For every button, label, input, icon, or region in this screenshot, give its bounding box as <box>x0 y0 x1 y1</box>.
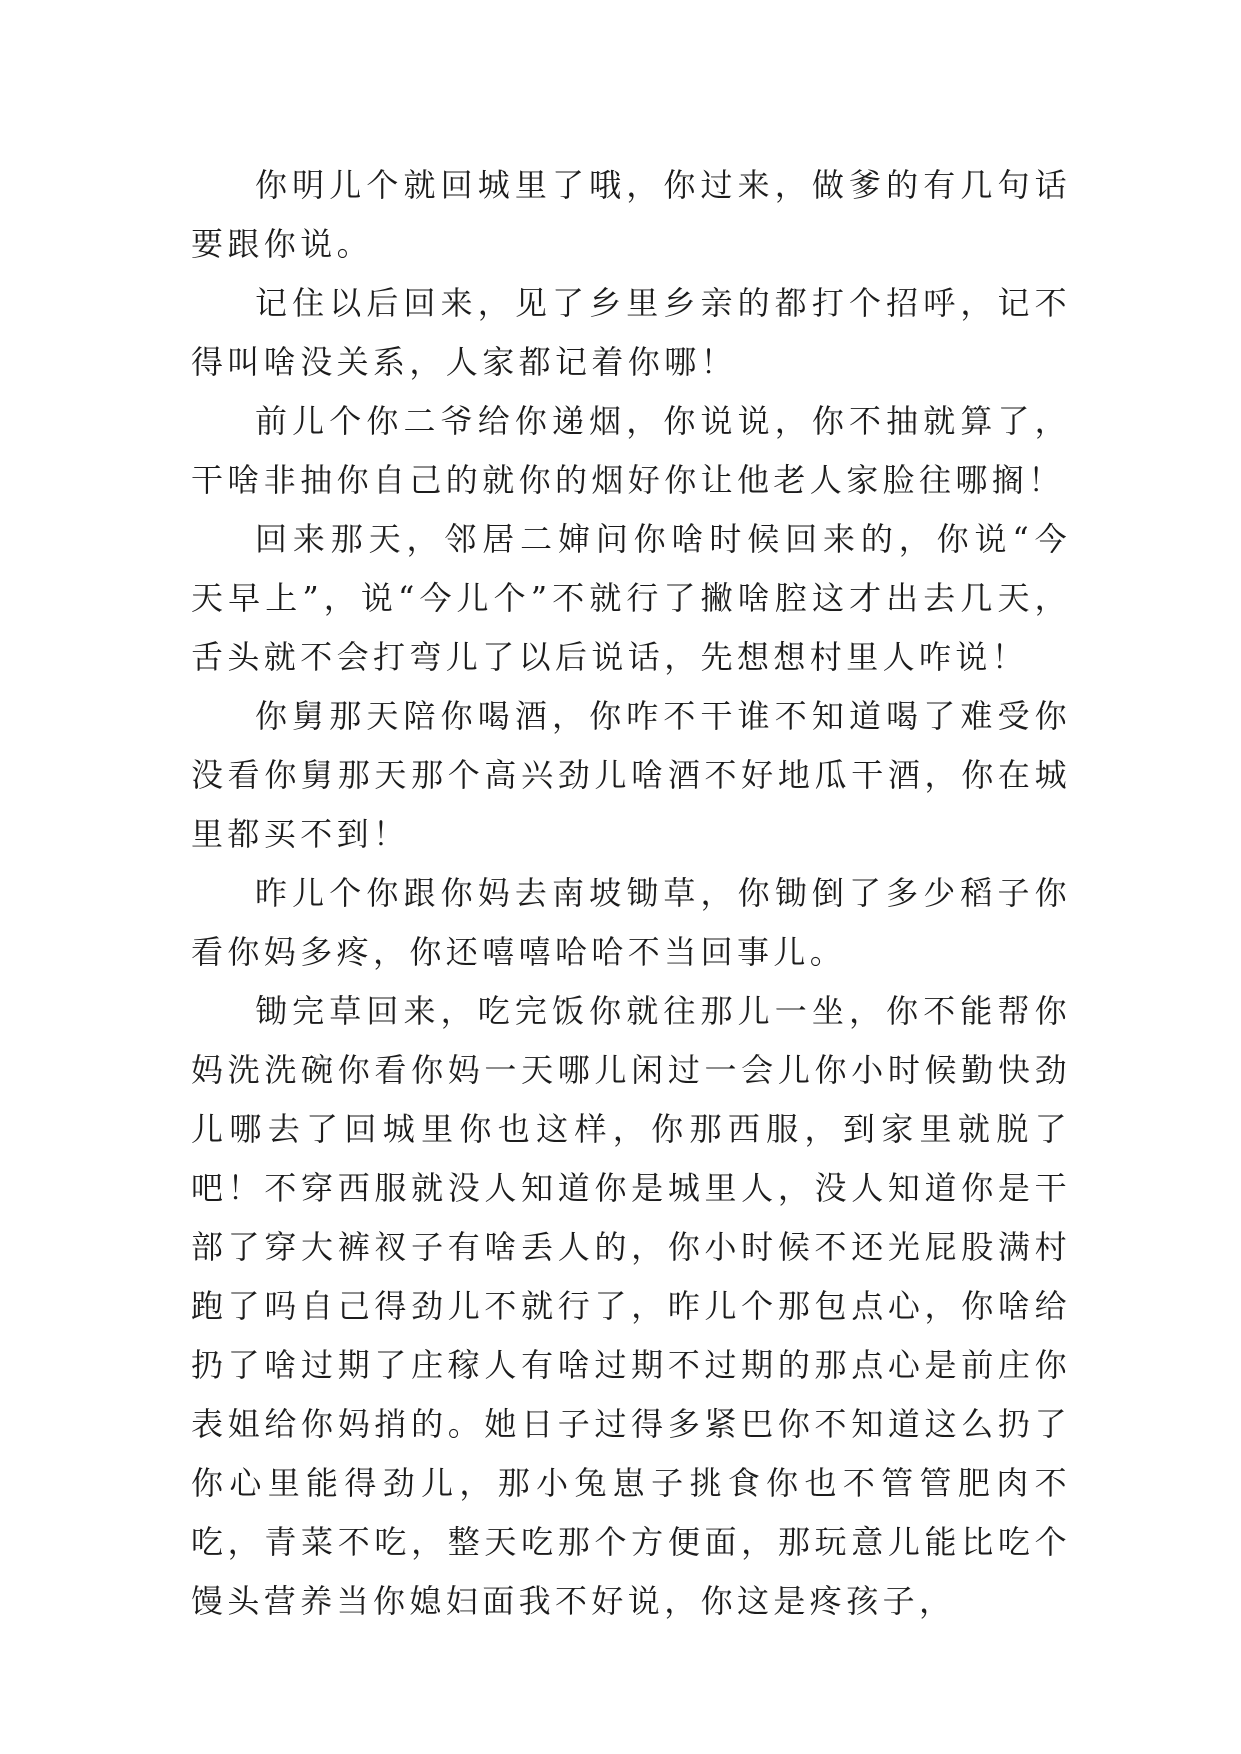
paragraph-1: 你明儿个就回城里了哦，你过来，做爹的有几句话要跟你说。 <box>191 166 1071 263</box>
paragraph-3: 前儿个你二爷给你递烟，你说说，你不抽就算了，干啥非抽你自己的就你的烟好你让他老人家脸往哪搁！ <box>191 402 1071 499</box>
paragraph-6: 昨儿个你跟你妈去南坡锄草，你锄倒了多少稻子你看你妈多疼，你还嘻嘻哈哈不当回事儿。 <box>191 874 1071 971</box>
paragraph-4: 回来那天，邻居二婶问你啥时候回来的，你说“今天早上”，说“今儿个”不就行了撇啥腔这才出去几天，舌头就不会打弯儿了以后说话，先想想村里人咋说！ <box>191 520 1071 676</box>
paragraph-7: 锄完草回来，吃完饭你就往那儿一坐，你不能帮你妈洗洗碗你看你妈一天哪儿闲过一会儿你小时候勤快劲儿哪去了回城里你也这样，你那西服，到家里就脱了吧！不穿西服就没人知道你是城里人，没人知道你是干部了穿大裤衩子有啥丢人的，你小时候不还光屁股满村跑了吗自己得劲儿不就行了，昨儿个那包点心，你啥给扔了啥过期了庄稼人有啥过期不过期的那点心是前庄你表姐给你妈捎的。她日子过得多紧巴你不知道这么扔了你心里能得劲儿，那小兔崽子挑食你也不管管肥肉不吃，青菜不吃，整天吃那个方便面，那玩意儿能比吃个馒头营养当你媳妇面我不好说，你这是疼孩子， <box>191 992 1071 1620</box>
paragraph-5: 你舅那天陪你喝酒，你咋不干谁不知道喝了难受你没看你舅那天那个高兴劲儿啥酒不好地瓜干酒，你在城里都买不到！ <box>191 697 1071 853</box>
document-body <box>191 156 1071 1631</box>
paragraph-2: 记住以后回来，见了乡里乡亲的都打个招呼，记不得叫啥没关系，人家都记着你哪！ <box>191 284 1071 381</box>
